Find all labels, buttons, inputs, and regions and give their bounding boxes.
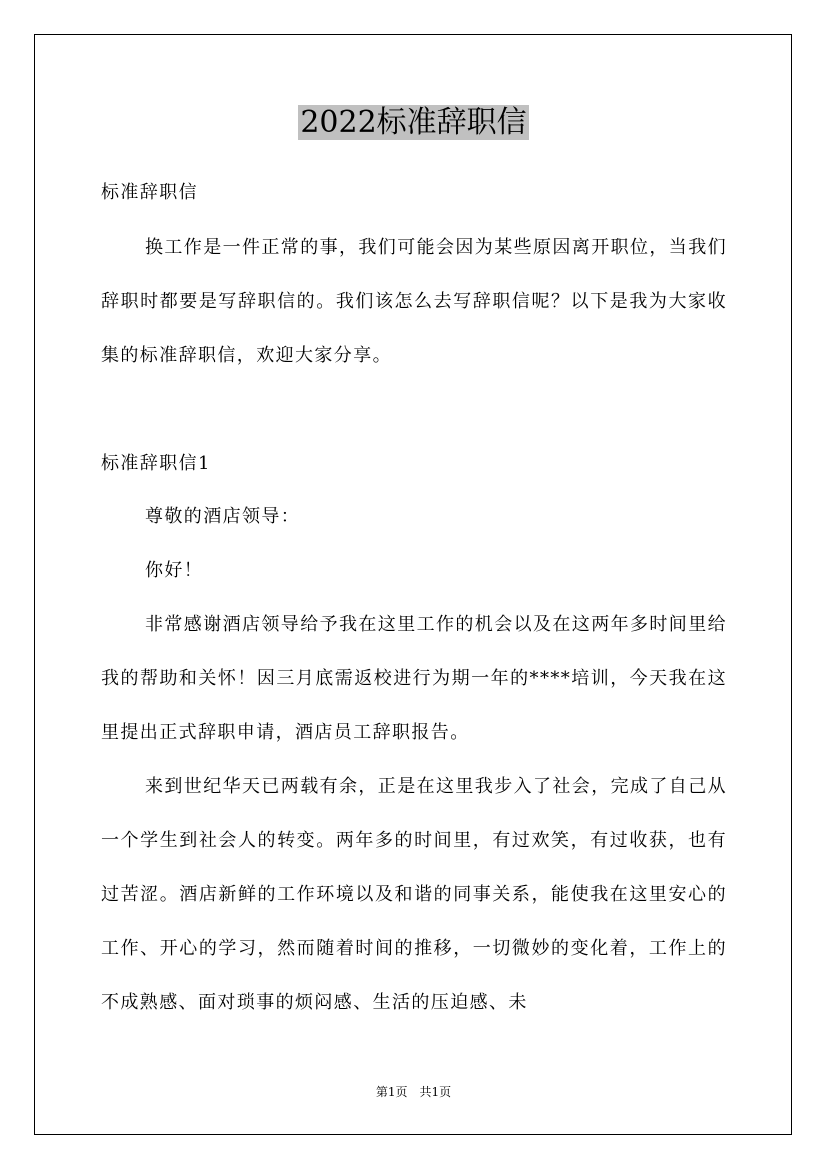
salutation: 尊敬的酒店领导： [145,506,301,527]
greeting: 你好！ [145,560,204,581]
section-heading: 标准辞职信1 [101,453,211,474]
intro-paragraph [101,221,727,383]
intro-text: 换工作是一件正常的事，我们可能会因为某些原因离开职位，当我们辞职时都要是写辞职信的。我们该怎么去写辞职信呢？以下是我为大家收集的标准辞职信，欢迎大家分享。 [101,237,727,366]
document-title [0,104,827,142]
body-paragraph-2: 来到世纪华天已两载有余，正是在这里我步入了社会，完成了自己从一个学生到社会人的转变。两年多的时间里，有过欢笑，有过收获，也有过苦涩。酒店新鲜的工作环境以及和谐的同事关系，能使我在这里安心的工作、开心的学习，然而随着时间的推移，一切微妙的变化着，工作上的不成熟感、面对琐事的烦闷感、生活的压迫感、未 [101,776,727,1013]
page-number-footer: 第1页 共1页 [375,1085,452,1099]
letter-body [101,490,727,1030]
document-subtitle: 标准辞职信 [101,182,198,203]
body-paragraph-1: 非常感谢酒店领导给予我在这里工作的机会以及在这两年多时间里给我的帮助和关怀！因三月底需返校进行为期一年的****培训，今天我在这里提出正式辞职申请，酒店员工辞职报告。 [101,614,727,743]
document-title-text: 2022标准辞职信 [300,105,527,140]
